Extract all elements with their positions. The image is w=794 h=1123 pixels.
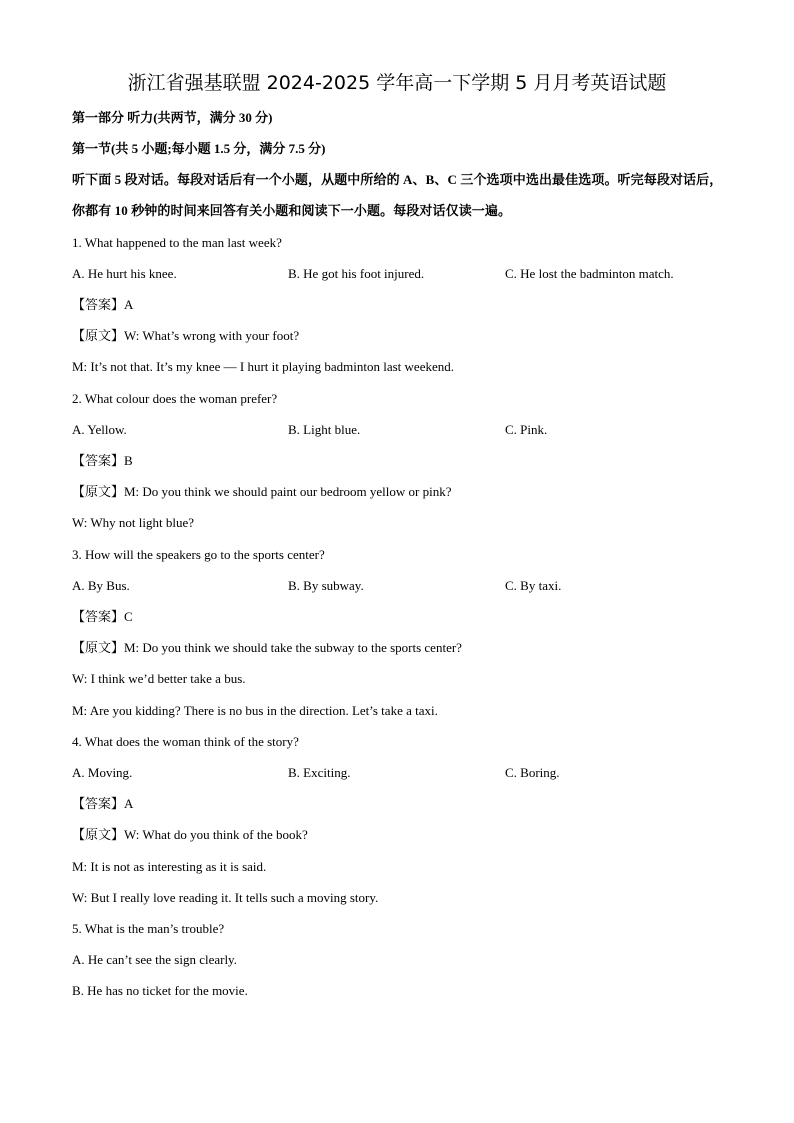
question-3-script-line: W: I think we’d better take a bus. [72,671,246,686]
question-1-answer: 【答案】A [72,297,134,312]
section1-heading: 第一节(共 5 小题;每小题 1.5 分，满分 7.5 分) [72,141,326,156]
question-4-script-line: 【原文】W: What do you think of the book? [72,827,308,842]
question-1-script-line: 【原文】W: What’s wrong with your foot? [72,328,300,343]
question-4-script-line: W: But I really love reading it. It tells such a moving story. [72,890,379,905]
document-title: 浙江省强基联盟 2024-2025 学年高一下学期 5 月月考英语试题 [127,72,667,94]
question-1-script-line: M: It’s not that. It’s my knee — I hurt it playing badminton last weekend. [72,359,454,374]
question-4-option-b: B. Exciting. [288,765,351,780]
part1-heading: 第一部分 听力(共两节，满分 30 分) [72,110,273,125]
question-2-option-c: C. Pink. [505,422,548,437]
question-1-option-c: C. He lost the badminton match. [505,266,674,281]
question-3-answer: 【答案】C [72,609,133,624]
question-2-option-a: A. Yellow. [72,422,127,437]
question-1-option-a: A. He hurt his knee. [72,266,177,281]
question-3-script-line: M: Are you kidding? There is no bus in the direction. Let’s take a taxi. [72,703,438,718]
question-4-stem: 4. What does the woman think of the story? [72,734,299,749]
question-2-option-b: B. Light blue. [288,422,361,437]
question-3-option-b: B. By subway. [288,578,364,593]
question-5-stem: 5. What is the man’s trouble? [72,921,225,936]
question-4-script-line: M: It is not as interesting as it is said. [72,859,267,874]
question-3-option-c: C. By taxi. [505,578,562,593]
question-4-option-a: A. Moving. [72,765,133,780]
question-4-answer: 【答案】A [72,796,134,811]
question-1-option-b: B. He got his foot injured. [288,266,425,281]
instructions-paragraph: 听下面 5 段对话。每段对话后有一个小题，从题中所给的 A、B、C 三个选项中选出最佳选项。听完每段对话后，你都有 10 秒钟的时间来回答有关小题和阅读下一小题。每段对话仅读一遍。 [72,172,723,218]
question-3-stem: 3. How will the speakers go to the sports center? [72,547,325,562]
question-2-answer: 【答案】B [72,453,133,468]
question-3-option-a: A. By Bus. [72,578,130,593]
question-3-script-line: 【原文】M: Do you think we should take the subway to the sports center? [72,640,462,655]
question-2-stem: 2. What colour does the woman prefer? [72,391,278,406]
question-5-option-b: B. He has no ticket for the movie. [72,983,248,998]
question-2-script-line: W: Why not light blue? [72,515,195,530]
question-2-script-line: 【原文】M: Do you think we should paint our bedroom yellow or pink? [72,484,452,499]
question-5-option-a: A. He can’t see the sign clearly. [72,952,237,967]
question-4-option-c: C. Boring. [505,765,560,780]
question-1-stem: 1. What happened to the man last week? [72,235,282,250]
